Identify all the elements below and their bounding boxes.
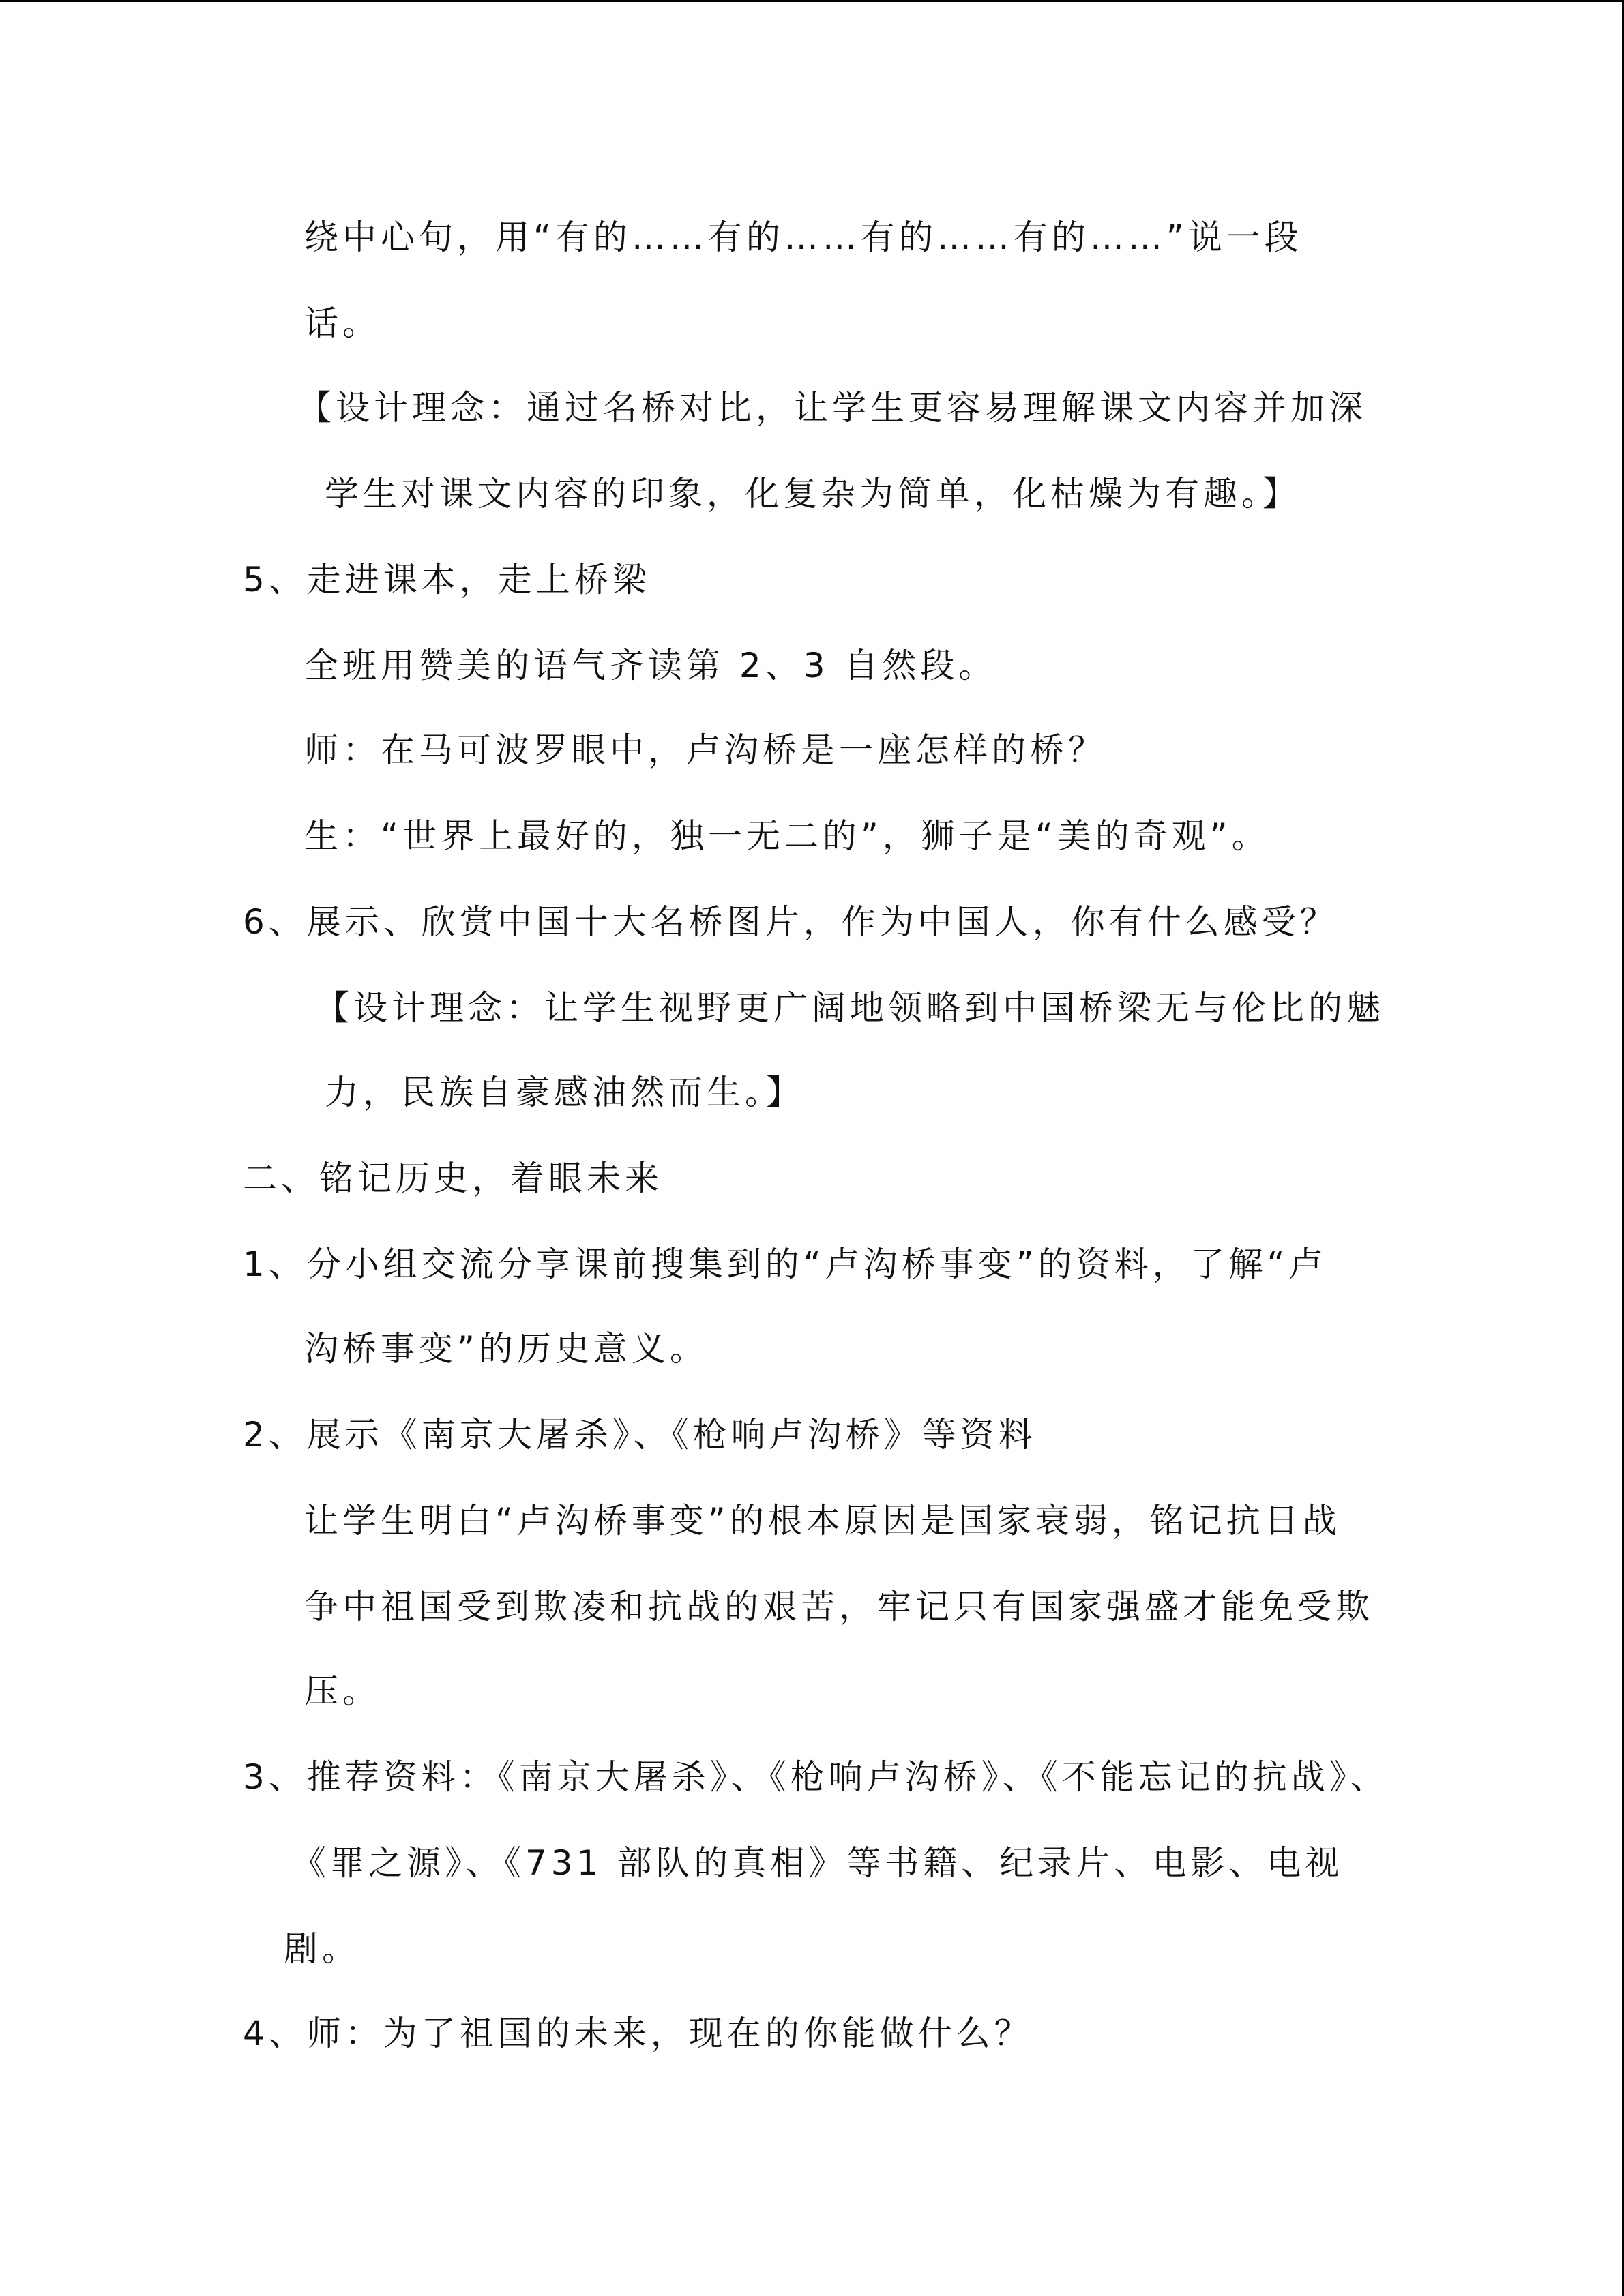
design-note-line-4: 力，民族自豪感油然而生。】 [325, 1073, 804, 1112]
item-2-heading: 2、展示《南京大屠杀》、《枪响卢沟桥》等资料 [243, 1415, 1037, 1455]
teacher-question-line: 师：在马可波罗眼中，卢沟桥是一座怎样的桥？ [304, 730, 1106, 770]
item-6-heading: 6、展示、欣赏中国十大名桥图片，作为中国人，你有什么感受？ [243, 902, 1338, 942]
design-note-line-2: 学生对课文内容的印象，化复杂为简单，化枯燥为有趣。】 [325, 474, 1301, 513]
student-answer-line: 生：“世界上最好的，独一无二的”，狮子是“美的奇观”。 [304, 816, 1270, 856]
text-line-2: 话。 [304, 303, 381, 343]
item-5-heading: 5、走进课本，走上桥梁 [243, 560, 651, 599]
text-line-6: 全班用赞美的语气齐读第 2、3 自然段。 [304, 646, 997, 685]
item-3-line-3: 剧。 [284, 1929, 360, 1969]
design-note-line-3: 【设计理念：让学生视野更广阔地领略到中国桥梁无与伦比的魅 [315, 988, 1385, 1028]
item-2-line-2: 争中祖国受到欺凌和抗战的艰苦，牢记只有国家强盛才能免受欺 [304, 1587, 1374, 1626]
section-2-heading: 二、铭记历史，着眼未来 [243, 1159, 663, 1198]
page-top-border [0, 0, 1624, 2]
item-3-line-2: 《罪之源》、《731 部队的真相》等书籍、纪录片、电影、电视 [292, 1843, 1344, 1883]
item-1-line-1: 1、分小组交流分享课前搜集到的“卢沟桥事变”的资料，了解“卢 [243, 1244, 1327, 1284]
item-1-line-2: 沟桥事变”的历史意义。 [304, 1329, 708, 1369]
item-4-line: 4、师：为了祖国的未来，现在的你能做什么？ [243, 2014, 1033, 2053]
item-2-line-3: 压。 [304, 1671, 381, 1711]
item-3-line-1: 3、推荐资料：《南京大屠杀》、《枪响卢沟桥》、《不能忘记的抗战》、 [243, 1757, 1389, 1797]
design-note-line-1: 【设计理念：通过名桥对比，让学生更容易理解课文内容并加深 [297, 388, 1367, 428]
text-line-1: 绕中心句，用“有的……有的……有的……有的……”说一段 [304, 218, 1303, 257]
item-2-line-1: 让学生明白“卢沟桥事变”的根本原因是国家衰弱，铭记抗日战 [304, 1501, 1341, 1540]
